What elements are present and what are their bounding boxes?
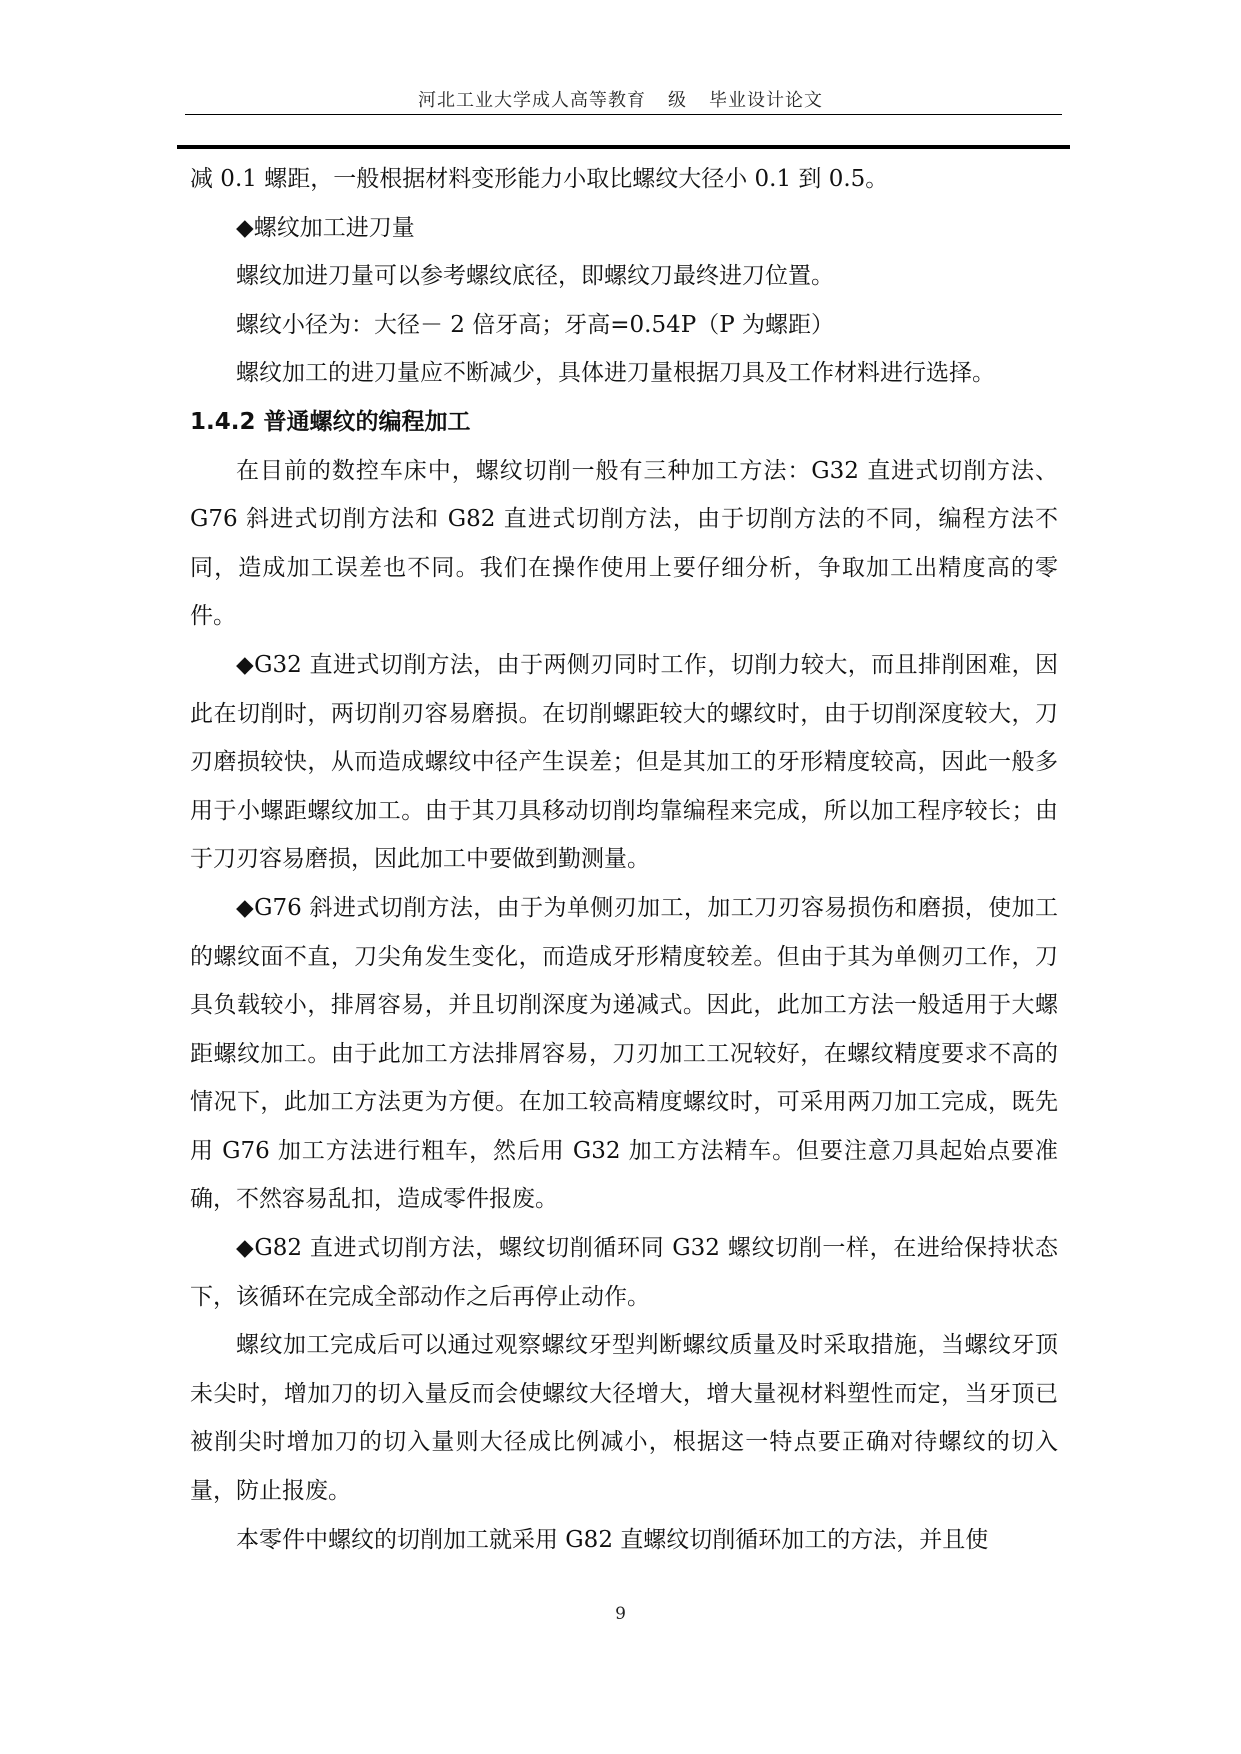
header-title: 毕业设计论文 (709, 90, 823, 111)
bullet-heading: ◆螺纹加工进刀量 (236, 214, 415, 241)
header-rule-thick (177, 145, 1070, 149)
paragraph: ◆G32 直进式切削方法，由于两侧刃同时工作，切削力较大，而且排削困难，因此在切削时，两切削刃容易磨损。在切削螺距较大的螺纹时，由于切削深度较大，刀刃磨损较快，从而造成螺纹中径产生误差；但是其加工的牙形精度较高，因此一般多用于小螺距螺纹加工。由于其刀具移动切削均靠编程来完成，所以加工程序较长；由于刀刃容易磨损，因此加工中要做到勤测量。 (190, 651, 1058, 873)
document-body (190, 155, 1058, 1564)
header-rule-thin (185, 114, 1062, 115)
paragraph: 本零件中螺纹的切削加工就采用 G82 直螺纹切削循环加工的方法，并且使 (236, 1526, 989, 1553)
paragraph: 螺纹小径为：大径－ 2 倍牙高；牙高=0.54P（P 为螺距） (236, 311, 834, 338)
paragraph: ◆G82 直进式切削方法，螺纹切削循环同 G32 螺纹切削一样，在进给保持状态下，该循环在完成全部动作之后再停止动作。 (190, 1235, 1058, 1310)
page-number: 9 (615, 1604, 626, 1624)
header-grade: 级 (668, 90, 687, 111)
paragraph: 减 0.1 螺距，一般根据材料变形能力小取比螺纹大径小 0.1 到 0.5。 (190, 166, 889, 192)
paragraph: 螺纹加工的进刀量应不断减少，具体进刀量根据刀具及工作材料进行选择。 (236, 360, 995, 387)
paragraph: 螺纹加进刀量可以参考螺纹底径，即螺纹刀最终进刀位置。 (236, 263, 834, 290)
paragraph: 在目前的数控车床中，螺纹切削一般有三种加工方法：G32 直进式切削方法、G76 斜进式切削方法和 G82 直进式切削方法，由于切削方法的不同，编程方法不同，造成加工误差也不同。我们在操作使用上要仔细分析，争取加工出精度高的零件。 (190, 457, 1058, 630)
section-heading: 1.4.2 普通螺纹的编程加工 (190, 408, 471, 435)
paragraph: 螺纹加工完成后可以通过观察螺纹牙型判断螺纹质量及时采取措施，当螺纹牙顶未尖时，增加刀的切入量反而会使螺纹大径增大，增大量视材料塑性而定，当牙顶已被削尖时增加刀的切入量则大径成比例减小，根据这一特点要正确对待螺纹的切入量，防止报废。 (190, 1332, 1058, 1505)
page-header (0, 86, 1241, 112)
header-school: 河北工业大学成人高等教育 (418, 90, 646, 111)
paragraph: ◆G76 斜进式切削方法，由于为单侧刃加工，加工刀刃容易损伤和磨损，使加工的螺纹面不直，刀尖角发生变化，而造成牙形精度较差。但由于其为单侧刃工作，刀具负载较小，排屑容易，并且切削深度为递减式。因此，此加工方法一般适用于大螺距螺纹加工。由于此加工方法排屑容易，刀刃加工工况较好，在螺纹精度要求不高的情况下，此加工方法更为方便。在加工较高精度螺纹时，可采用两刀加工完成，既先用 G76 加工方法进行粗车，然后用 G32 加工方法精车。但要注意刀具起始点要准确，不然容易乱扣，造成零件报废。 (190, 894, 1058, 1213)
